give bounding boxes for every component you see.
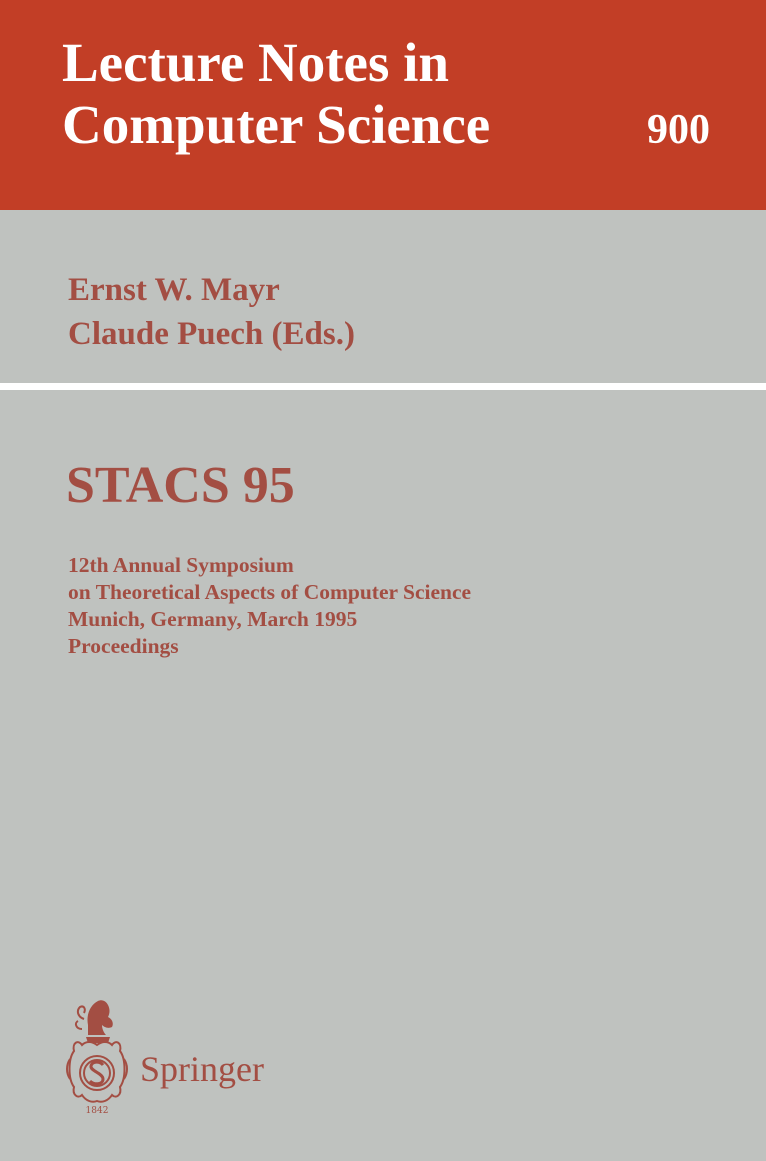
- subtitle-line-3: Munich, Germany, March 1995: [68, 607, 358, 631]
- divider-line: [0, 383, 766, 390]
- subtitle-line-4: Proceedings: [68, 634, 179, 658]
- series-title-line2: Computer Science: [62, 94, 491, 155]
- subtitle-line-2: on Theoretical Aspects of Computer Science: [68, 580, 472, 604]
- series-title: [62, 32, 490, 156]
- subtitle-line-1: 12th Annual Symposium: [68, 553, 294, 577]
- volume-number: 900: [647, 107, 710, 153]
- series-banner: [0, 0, 766, 210]
- conference-title: STACS 95: [66, 457, 295, 514]
- publisher-name: Springer: [140, 1049, 264, 1089]
- editor-name-1: Ernst W. Mayr: [68, 272, 280, 308]
- editors-block: [68, 268, 355, 356]
- series-title-line1: Lecture Notes in: [62, 32, 449, 93]
- editor-name-2: Claude Puech (Eds.): [68, 316, 355, 352]
- svg-text:1842: 1842: [85, 1106, 109, 1116]
- conference-subtitle: [68, 552, 471, 660]
- publisher-block: [62, 995, 322, 1125]
- springer-knight-logo-icon: [62, 995, 132, 1121]
